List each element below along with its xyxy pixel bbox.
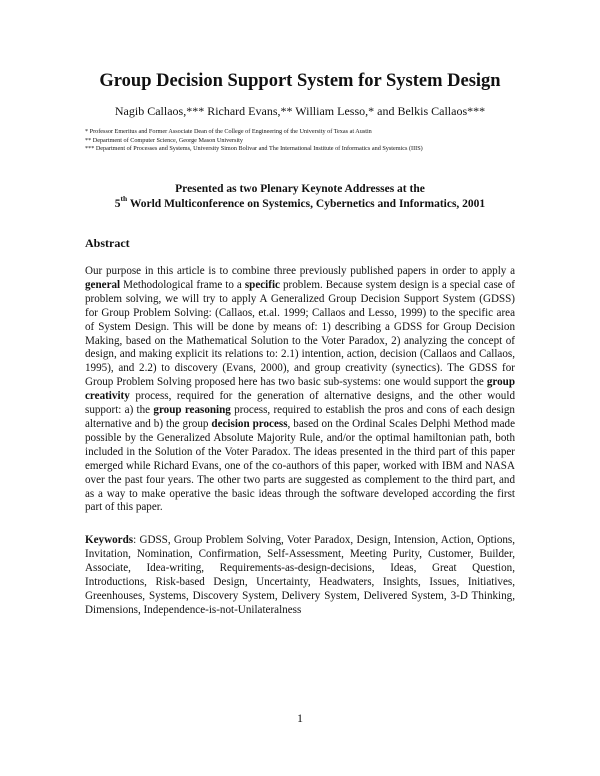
abstract-text-6: , based on the Ordinal Scales Delphi Method made possible by the Generalized Absolute Majority Rule, and/or the optimal hamiltonian path, both included in the Solution of the Voter Paradox. The ideas presented in the third part of this paper emerged while Richard Evans, one of the co-authors of this paper, worked with IBM and NASA over the past four years. The other two parts are suggested as complement to the third part, and as a way to make operative the basic ideas through the software developed according the first part of this paper. — [85, 417, 515, 514]
abstract-emphasis-decision-process: decision process — [211, 417, 288, 430]
abstract-emphasis-general: general — [85, 278, 121, 291]
keywords-paragraph — [85, 534, 515, 617]
paper-title: Group Decision Support System for System Design — [99, 71, 501, 91]
abstract-text-1: Our purpose in this article is to combine three previously published papers in order to apply a — [85, 265, 515, 277]
abstract-text-5: process, required to establish the pros and cons of each design alternative and b) the group — [85, 404, 515, 430]
abstract-text-2: Methodological frame to a — [120, 278, 245, 291]
presentation-note-line-1: Presented as two Plenary Keynote Addresses at the — [175, 183, 425, 195]
presentation-note-line-2 — [60, 193, 540, 212]
affiliation-2: ** Department of Computer Science, George Mason University — [85, 136, 243, 144]
affiliation-3: *** Department of Processes and Systems, University Simon Bolivar and The International Institute of Informatics and Systemics (IIIS) — [85, 145, 423, 152]
page-number: 1 — [297, 711, 303, 725]
keywords-label: Keywords — [85, 534, 134, 546]
affiliations — [85, 128, 525, 154]
conference-ordinal-suffix: th — [120, 193, 128, 203]
abstract-body — [85, 265, 515, 515]
abstract-text-3: problem. Because system design is a special case of problem solving, we will try to apply A Generalized Group Decision Support System (GDSS) for Group Problem Solving: (Callaos, et.al. 1999; Callaos and Lesso, 1999) to the specific area of System Design. This will be done by means of: 1) describing a GDSS for Group Decision Making, based on the Mathematical Solution to the Voter Paradox, 2) analyzing the concept of design, and making explicit its relations to: 2.1) intention, action, decision (Callaos and Callaos, 1995), and 2.2) to discovery (Evans, 2000), and group creativity (synectics). The GDSS for Group Problem Solving proposed here has two basic sub-systems: one would support the — [85, 278, 515, 389]
conference-ordinal: 5 — [114, 197, 121, 210]
author-list: Nagib Callaos,*** Richard Evans,** William Lesso,* and Belkis Callaos*** — [114, 104, 486, 118]
abstract-text-4: process, required for the generation of alternative designs, and the other would support: a) the — [85, 390, 515, 417]
affiliation-1: * Professor Emeritus and Former Associate Dean of the College of Engineering of the University of Texas at Austin — [85, 128, 372, 135]
abstract-heading: Abstract — [85, 236, 130, 250]
keywords-text: : GDSS, Group Problem Solving, Voter Paradox, Design, Intension, Action, Options, Invitation, Nomination, Confirmation, Self-Assessment, Meeting Purity, Customer, Builder, Associate, Idea-writing, Requirements-as-design-decisions, Ideas, Great Question, Introductions, Risk-based Design, Uncertainty, Headwaters, Insights, Issues, Initiatives, Greenhouses, Systems, Discovery System, Delivery System, Delivered System, 3-D Thinking, Dimensions, Independence-is-not-Unilateralness — [85, 534, 515, 616]
conference-name: World Multiconference on Systemics, Cybernetics and Informatics, 2001 — [127, 197, 486, 210]
presentation-note — [60, 182, 540, 211]
abstract-emphasis-specific: specific — [244, 278, 280, 291]
abstract-paragraph — [85, 265, 515, 515]
abstract-emphasis-group-reasoning: group reasoning — [153, 404, 231, 417]
abstract-emphasis-group-creativity: group creativity — [85, 376, 515, 403]
